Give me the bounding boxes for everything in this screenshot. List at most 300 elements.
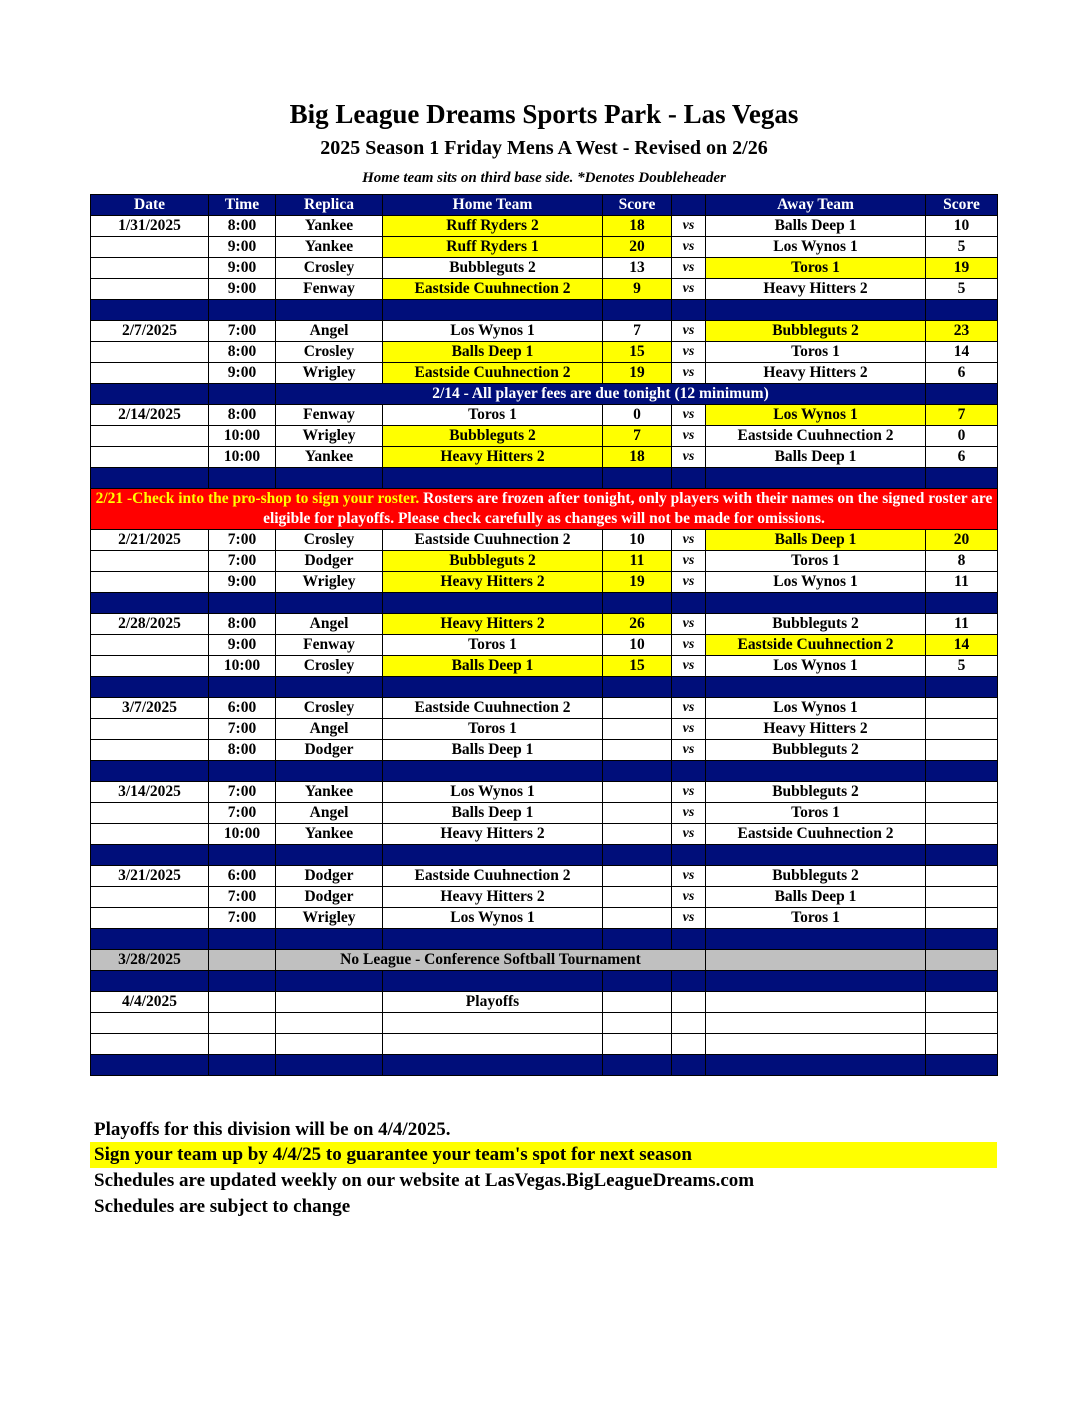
separator-cell (91, 468, 209, 489)
separator-cell (926, 300, 998, 321)
field-cell (276, 992, 383, 1013)
separator-cell (276, 1055, 383, 1076)
separator-cell (276, 593, 383, 614)
roster-notice-text: Rosters are frozen after tonight, only players with their names on the signed roster are eligible for playoffs. Please check carefully as changes will not be made for omissions. (263, 490, 993, 527)
away-team-cell: Eastside Cuuhnection 2 (706, 635, 926, 656)
game-row (91, 614, 998, 635)
separator-cell (209, 929, 276, 950)
vs-cell: vs (672, 887, 706, 908)
date-cell (91, 656, 209, 677)
home-team-cell: Balls Deep 1 (383, 803, 603, 824)
date-cell: 4/4/2025 (91, 992, 209, 1013)
separator-cell (603, 929, 672, 950)
away-score-cell: 20 (926, 530, 998, 551)
page-subtitle: 2025 Season 1 Friday Mens A West - Revised on 2/26 (320, 137, 768, 159)
home-score-cell (603, 824, 672, 845)
away-team-cell: Toros 1 (706, 342, 926, 363)
home-score-cell (603, 908, 672, 929)
time-cell: 6:00 (209, 698, 276, 719)
away-score-cell: 5 (926, 279, 998, 300)
vs-cell: vs (672, 426, 706, 447)
date-cell (91, 719, 209, 740)
separator-cell (383, 593, 603, 614)
away-score-cell (926, 740, 998, 761)
vs-cell: vs (672, 363, 706, 384)
date-cell (91, 740, 209, 761)
away-team-cell: Heavy Hitters 2 (706, 279, 926, 300)
date-cell (91, 887, 209, 908)
roster-notice (91, 489, 998, 530)
separator-cell (706, 929, 926, 950)
separator-cell (672, 677, 706, 698)
away-team-cell: Los Wynos 1 (706, 698, 926, 719)
home-team-cell: Eastside Cuuhnection 2 (383, 866, 603, 887)
date-cell: 3/7/2025 (91, 698, 209, 719)
separator-cell (926, 384, 998, 405)
away-team-cell: Los Wynos 1 (706, 572, 926, 593)
date-cell: 3/14/2025 (91, 782, 209, 803)
field-cell: Fenway (276, 405, 383, 426)
home-score-cell: 11 (603, 551, 672, 572)
home-team-cell: Bubbleguts 2 (383, 258, 603, 279)
vs-cell: vs (672, 908, 706, 929)
separator-cell (926, 468, 998, 489)
away-score-cell: 6 (926, 363, 998, 384)
time-cell: 7:00 (209, 803, 276, 824)
game-row (91, 405, 998, 426)
time-cell (209, 1013, 276, 1034)
vs-cell: vs (672, 740, 706, 761)
vs-cell: vs (672, 803, 706, 824)
date-cell (91, 363, 209, 384)
home-score-cell: 26 (603, 614, 672, 635)
separator-cell (383, 677, 603, 698)
game-row (91, 551, 998, 572)
separator-cell (276, 761, 383, 782)
date-cell (91, 635, 209, 656)
home-score-cell: 7 (603, 321, 672, 342)
time-cell: 9:00 (209, 572, 276, 593)
separator-cell (209, 677, 276, 698)
separator-cell (209, 971, 276, 992)
separator-cell (603, 761, 672, 782)
time-cell (209, 1034, 276, 1055)
home-team-cell (383, 1034, 603, 1055)
home-team-cell: Toros 1 (383, 635, 603, 656)
vs-cell: vs (672, 405, 706, 426)
date-cell (91, 342, 209, 363)
away-score-cell: 11 (926, 572, 998, 593)
empty-cell (209, 950, 276, 971)
separator-cell (672, 593, 706, 614)
separator-cell (672, 929, 706, 950)
time-cell: 9:00 (209, 279, 276, 300)
vs-cell: vs (672, 551, 706, 572)
field-cell: Angel (276, 719, 383, 740)
game-row (91, 426, 998, 447)
game-row (91, 216, 998, 237)
away-team-cell (706, 1013, 926, 1034)
field-cell: Angel (276, 614, 383, 635)
away-score-cell: 7 (926, 405, 998, 426)
vs-cell: vs (672, 782, 706, 803)
home-score-cell: 18 (603, 447, 672, 468)
home-score-cell: 20 (603, 237, 672, 258)
game-row (91, 740, 998, 761)
away-team-cell: Balls Deep 1 (706, 887, 926, 908)
away-score-cell: 8 (926, 551, 998, 572)
away-team-cell: Heavy Hitters 2 (706, 719, 926, 740)
home-team-cell: Ruff Ryders 2 (383, 216, 603, 237)
date-cell (91, 258, 209, 279)
separator-cell (926, 1055, 998, 1076)
separator-cell (91, 1055, 209, 1076)
roster-notice-highlight: 2/21 -Check into the pro-shop to sign your roster. (95, 490, 420, 507)
away-score-cell (926, 1013, 998, 1034)
vs-cell: vs (672, 824, 706, 845)
field-cell: Wrigley (276, 426, 383, 447)
col-header-home-team: Home Team (383, 195, 603, 216)
col-header-vs (672, 195, 706, 216)
home-team-cell: Heavy Hitters 2 (383, 614, 603, 635)
separator-cell (706, 971, 926, 992)
away-score-cell (926, 908, 998, 929)
field-cell: Wrigley (276, 572, 383, 593)
game-row (91, 1013, 998, 1034)
game-row (91, 992, 998, 1013)
separator-cell (383, 468, 603, 489)
home-score-cell: 18 (603, 216, 672, 237)
time-cell: 8:00 (209, 342, 276, 363)
away-team-cell: Eastside Cuuhnection 2 (706, 426, 926, 447)
away-score-cell: 6 (926, 447, 998, 468)
home-team-cell: Balls Deep 1 (383, 740, 603, 761)
home-team-cell: Eastside Cuuhnection 2 (383, 530, 603, 551)
field-cell: Angel (276, 803, 383, 824)
separator-row (91, 677, 998, 698)
separator-cell (603, 300, 672, 321)
game-row (91, 279, 998, 300)
field-cell: Crosley (276, 530, 383, 551)
field-cell: Wrigley (276, 908, 383, 929)
home-score-cell: 15 (603, 342, 672, 363)
game-row (91, 530, 998, 551)
disclaimer: Schedules are subject to change (94, 1196, 351, 1217)
away-score-cell: 5 (926, 237, 998, 258)
away-score-cell: 19 (926, 258, 998, 279)
vs-cell: vs (672, 321, 706, 342)
table-header-row (91, 195, 998, 216)
field-cell: Yankee (276, 782, 383, 803)
away-team-cell: Los Wynos 1 (706, 405, 926, 426)
separator-cell (383, 929, 603, 950)
home-score-cell: 19 (603, 572, 672, 593)
away-team-cell (706, 1034, 926, 1055)
separator-cell (383, 971, 603, 992)
separator-cell (603, 971, 672, 992)
separator-cell (276, 971, 383, 992)
field-cell: Yankee (276, 237, 383, 258)
home-team-cell: Bubbleguts 2 (383, 426, 603, 447)
field-cell (276, 1013, 383, 1034)
time-cell: 8:00 (209, 216, 276, 237)
game-row (91, 342, 998, 363)
separator-cell (91, 971, 209, 992)
vs-cell: vs (672, 342, 706, 363)
date-cell (91, 447, 209, 468)
away-team-cell: Bubbleguts 2 (706, 740, 926, 761)
date-cell (91, 1034, 209, 1055)
separator-row (91, 929, 998, 950)
separator-cell (926, 593, 998, 614)
vs-cell: vs (672, 258, 706, 279)
away-team-cell: Toros 1 (706, 908, 926, 929)
away-score-cell: 14 (926, 635, 998, 656)
game-row (91, 656, 998, 677)
col-header-date: Date (91, 195, 209, 216)
away-score-cell (926, 719, 998, 740)
separator-cell (926, 971, 998, 992)
separator-cell (209, 300, 276, 321)
time-cell: 7:00 (209, 887, 276, 908)
field-cell: Dodger (276, 866, 383, 887)
home-team-cell: Heavy Hitters 2 (383, 824, 603, 845)
date-cell (91, 803, 209, 824)
game-row (91, 824, 998, 845)
separator-cell (383, 300, 603, 321)
vs-cell: vs (672, 447, 706, 468)
playoffs-notice: Playoffs for this division will be on 4/4/2025. (94, 1119, 451, 1140)
home-team-cell: Los Wynos 1 (383, 321, 603, 342)
away-score-cell (926, 698, 998, 719)
roster-notice-row (91, 489, 998, 530)
game-row (91, 321, 998, 342)
separator-cell (91, 929, 209, 950)
date-cell (91, 572, 209, 593)
game-row (91, 635, 998, 656)
vs-cell: vs (672, 614, 706, 635)
schedule-table (90, 194, 998, 1076)
separator-cell (672, 1055, 706, 1076)
separator-cell (706, 845, 926, 866)
away-score-cell (926, 782, 998, 803)
away-team-cell: Balls Deep 1 (706, 530, 926, 551)
no-league-text: No League - Conference Softball Tournament (276, 950, 706, 971)
away-team-cell: Balls Deep 1 (706, 447, 926, 468)
away-team-cell: Bubbleguts 2 (706, 782, 926, 803)
separator-row (91, 971, 998, 992)
game-row (91, 237, 998, 258)
field-cell: Dodger (276, 887, 383, 908)
home-score-cell (603, 866, 672, 887)
separator-cell (926, 929, 998, 950)
separator-cell (91, 384, 209, 405)
field-cell: Crosley (276, 656, 383, 677)
home-score-cell (603, 1013, 672, 1034)
time-cell: 7:00 (209, 551, 276, 572)
home-team-cell: Balls Deep 1 (383, 342, 603, 363)
date-cell (91, 551, 209, 572)
vs-cell: vs (672, 698, 706, 719)
separator-cell (276, 300, 383, 321)
vs-cell: vs (672, 237, 706, 258)
separator-cell (672, 845, 706, 866)
away-score-cell (926, 887, 998, 908)
separator-cell (91, 677, 209, 698)
away-team-cell: Toros 1 (706, 551, 926, 572)
away-team-cell: Bubbleguts 2 (706, 321, 926, 342)
game-row (91, 719, 998, 740)
away-team-cell: Toros 1 (706, 258, 926, 279)
date-cell: 2/7/2025 (91, 321, 209, 342)
separator-row (91, 300, 998, 321)
away-team-cell: Heavy Hitters 2 (706, 363, 926, 384)
time-cell: 7:00 (209, 719, 276, 740)
home-score-cell (603, 803, 672, 824)
time-cell: 10:00 (209, 447, 276, 468)
separator-cell (209, 761, 276, 782)
vs-cell: vs (672, 656, 706, 677)
separator-cell (276, 929, 383, 950)
away-team-cell: Eastside Cuuhnection 2 (706, 824, 926, 845)
vs-cell: vs (672, 279, 706, 300)
separator-cell (926, 677, 998, 698)
away-score-cell (926, 803, 998, 824)
field-cell: Crosley (276, 342, 383, 363)
separator-row (91, 845, 998, 866)
game-row (91, 803, 998, 824)
away-team-cell (706, 992, 926, 1013)
home-score-cell: 10 (603, 530, 672, 551)
date-cell (91, 1013, 209, 1034)
away-team-cell: Bubbleguts 2 (706, 614, 926, 635)
time-cell: 7:00 (209, 908, 276, 929)
away-team-cell: Balls Deep 1 (706, 216, 926, 237)
separator-cell (672, 971, 706, 992)
field-cell: Fenway (276, 279, 383, 300)
separator-cell (383, 1055, 603, 1076)
separator-cell (209, 468, 276, 489)
separator-row (91, 593, 998, 614)
home-score-cell (603, 887, 672, 908)
time-cell: 9:00 (209, 258, 276, 279)
date-cell: 1/31/2025 (91, 216, 209, 237)
separator-cell (91, 300, 209, 321)
field-cell: Angel (276, 321, 383, 342)
separator-cell (209, 384, 276, 405)
date-cell: 3/21/2025 (91, 866, 209, 887)
separator-cell (91, 761, 209, 782)
home-score-cell: 7 (603, 426, 672, 447)
home-team-cell: Heavy Hitters 2 (383, 572, 603, 593)
time-cell (209, 992, 276, 1013)
empty-cell (706, 950, 926, 971)
col-header-time: Time (209, 195, 276, 216)
away-team-cell: Bubbleguts 2 (706, 866, 926, 887)
col-header-home-score: Score (603, 195, 672, 216)
home-team-cell: Eastside Cuuhnection 2 (383, 279, 603, 300)
separator-cell (706, 300, 926, 321)
away-score-cell: 5 (926, 656, 998, 677)
col-header-away-team: Away Team (706, 195, 926, 216)
date-cell (91, 237, 209, 258)
page-title: Big League Dreams Sports Park - Las Vegas (289, 99, 799, 129)
schedule-note: Home team sits on third base side. *Denotes Doubleheader (362, 170, 726, 186)
home-team-cell: Balls Deep 1 (383, 656, 603, 677)
vs-cell: vs (672, 216, 706, 237)
away-score-cell: 10 (926, 216, 998, 237)
time-cell: 10:00 (209, 824, 276, 845)
home-team-cell: Playoffs (383, 992, 603, 1013)
separator-cell (926, 761, 998, 782)
field-cell: Fenway (276, 635, 383, 656)
date-cell (91, 426, 209, 447)
separator-cell (276, 468, 383, 489)
separator-row (91, 1055, 998, 1076)
separator-cell (383, 761, 603, 782)
separator-cell (209, 1055, 276, 1076)
game-row (91, 572, 998, 593)
home-score-cell: 13 (603, 258, 672, 279)
fees-notice: 2/14 - All player fees are due tonight (12 minimum) (276, 384, 926, 405)
away-score-cell: 14 (926, 342, 998, 363)
home-score-cell (603, 719, 672, 740)
time-cell: 8:00 (209, 405, 276, 426)
away-score-cell: 0 (926, 426, 998, 447)
home-score-cell: 15 (603, 656, 672, 677)
home-team-cell (383, 1013, 603, 1034)
field-cell: Dodger (276, 740, 383, 761)
game-row (91, 866, 998, 887)
vs-cell: vs (672, 635, 706, 656)
time-cell: 10:00 (209, 656, 276, 677)
time-cell: 7:00 (209, 782, 276, 803)
col-header-replica: Replica (276, 195, 383, 216)
time-cell: 8:00 (209, 740, 276, 761)
home-score-cell: 10 (603, 635, 672, 656)
time-cell: 9:00 (209, 635, 276, 656)
home-score-cell (603, 1034, 672, 1055)
home-team-cell: Heavy Hitters 2 (383, 447, 603, 468)
separator-cell (276, 677, 383, 698)
game-row (91, 1034, 998, 1055)
home-score-cell (603, 782, 672, 803)
game-row (91, 363, 998, 384)
separator-cell (603, 845, 672, 866)
game-row (91, 887, 998, 908)
time-cell: 9:00 (209, 237, 276, 258)
time-cell: 9:00 (209, 363, 276, 384)
home-score-cell (603, 698, 672, 719)
date-cell (91, 824, 209, 845)
vs-cell (672, 992, 706, 1013)
home-team-cell: Heavy Hitters 2 (383, 887, 603, 908)
home-team-cell: Los Wynos 1 (383, 782, 603, 803)
home-score-cell: 0 (603, 405, 672, 426)
separator-cell (706, 677, 926, 698)
date-cell: 2/21/2025 (91, 530, 209, 551)
time-cell: 7:00 (209, 321, 276, 342)
away-score-cell (926, 824, 998, 845)
vs-cell (672, 1013, 706, 1034)
home-team-cell: Los Wynos 1 (383, 908, 603, 929)
separator-cell (603, 677, 672, 698)
date-cell: 2/14/2025 (91, 405, 209, 426)
field-cell: Wrigley (276, 363, 383, 384)
empty-cell (926, 950, 998, 971)
schedule-body (91, 216, 998, 1076)
away-score-cell: 11 (926, 614, 998, 635)
